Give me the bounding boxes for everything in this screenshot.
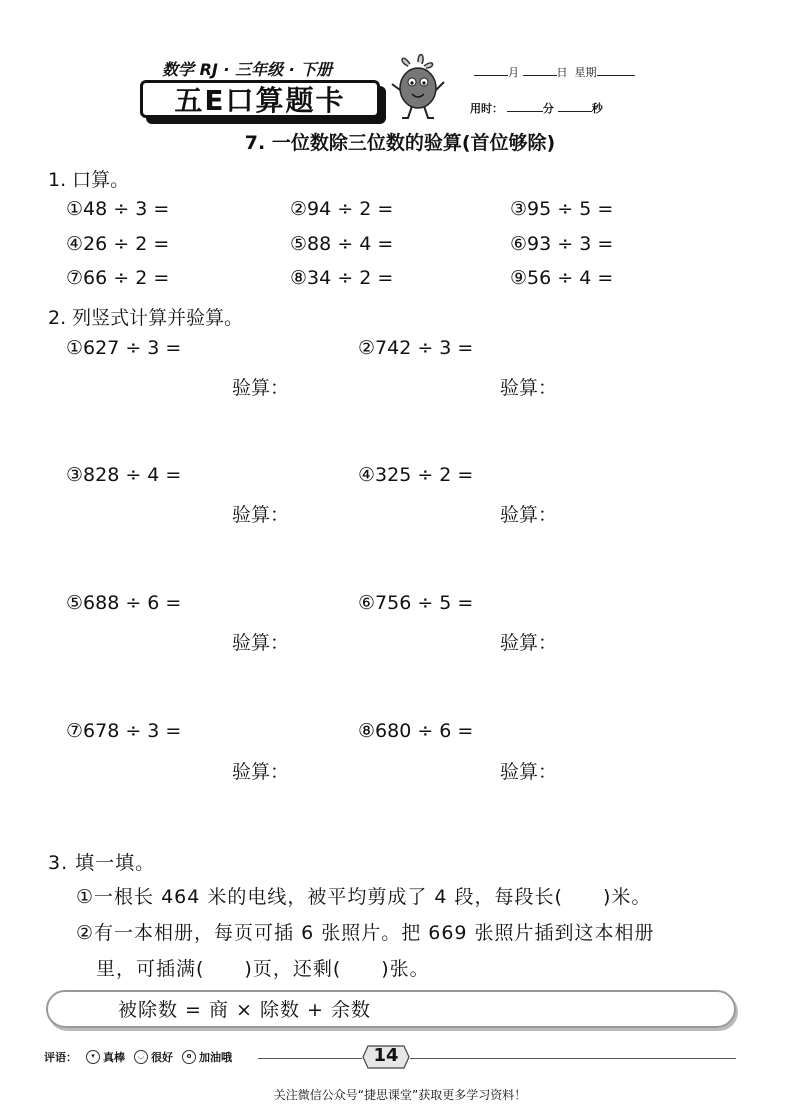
oral-item: ⑧34 ÷ 2 = bbox=[290, 267, 394, 289]
section1-heading: 1. 口算。 bbox=[48, 169, 130, 191]
second-label: 秒 bbox=[591, 102, 603, 115]
verify-label: 验算： bbox=[232, 632, 290, 654]
oral-item: ⑤88 ÷ 4 = bbox=[290, 233, 394, 255]
mascot-icon bbox=[388, 50, 448, 122]
verify-label: 验算： bbox=[500, 632, 558, 654]
verify-label: 验算： bbox=[500, 504, 558, 526]
oral-item: ①48 ÷ 3 = bbox=[66, 198, 170, 220]
footer-divider bbox=[258, 1058, 362, 1059]
formula-text: 被除数 = 商 × 除数 + 余数 bbox=[118, 999, 371, 1021]
fill-question-1: ①一根长 464 米的电线，被平均剪成了 4 段，每段长( )米。 bbox=[76, 886, 652, 908]
minute-label: 分 bbox=[542, 102, 554, 115]
oral-item: ⑨56 ÷ 4 = bbox=[510, 267, 614, 289]
oral-item: ②94 ÷ 2 = bbox=[290, 198, 394, 220]
division-item: ⑦678 ÷ 3 = bbox=[66, 720, 182, 742]
day-label: 日 bbox=[556, 66, 568, 79]
oral-item: ③95 ÷ 5 = bbox=[510, 198, 614, 220]
page-number: 14 bbox=[373, 1045, 399, 1066]
division-item: ③828 ÷ 4 = bbox=[66, 464, 182, 486]
book-banner: 五E口算题卡 bbox=[140, 80, 380, 118]
division-item: ④325 ÷ 2 = bbox=[358, 464, 474, 486]
rating-option: 真棒 bbox=[103, 1051, 125, 1064]
time-line bbox=[470, 100, 603, 116]
subject-label: 数学 RJ · 三年级 · 下册 bbox=[162, 60, 333, 79]
division-item: ①627 ÷ 3 = bbox=[66, 337, 182, 359]
rating-row bbox=[44, 1049, 232, 1065]
section2-heading: 2. 列竖式计算并验算。 bbox=[48, 307, 244, 329]
weekday-label: 星期 bbox=[574, 66, 597, 79]
verify-label: 验算： bbox=[232, 761, 290, 783]
oral-item: ⑥93 ÷ 3 = bbox=[510, 233, 614, 255]
date-line bbox=[474, 64, 635, 80]
division-item: ⑧680 ÷ 6 = bbox=[358, 720, 474, 742]
time-label: 用时： bbox=[470, 102, 503, 115]
verify-label: 验算： bbox=[500, 761, 558, 783]
cheer-face-icon: o bbox=[182, 1050, 196, 1064]
page-title: 7. 一位数除三位数的验算(首位够除) bbox=[244, 132, 556, 154]
verify-label: 验算： bbox=[500, 377, 558, 399]
division-item: ⑤688 ÷ 6 = bbox=[66, 592, 182, 614]
rating-option: 加油哦 bbox=[199, 1051, 232, 1064]
month-label: 月 bbox=[508, 66, 519, 79]
fill-question-2-line1: ②有一本相册，每页可插 6 张照片。把 669 张照片插到这本相册 bbox=[76, 922, 655, 944]
section3-heading: 3. 填一填。 bbox=[48, 852, 156, 874]
fill-question-2-line2: 里，可插满( )页，还剩( )张。 bbox=[96, 958, 430, 980]
rating-label: 评语： bbox=[44, 1051, 77, 1064]
verify-label: 验算： bbox=[232, 504, 290, 526]
division-item: ②742 ÷ 3 = bbox=[358, 337, 474, 359]
rating-option: 很好 bbox=[151, 1051, 173, 1064]
smile-face-icon: ◡ bbox=[134, 1050, 148, 1064]
grin-face-icon: ▾ bbox=[86, 1050, 100, 1064]
footer-notice: 关注微信公众号“捷思课堂”获取更多学习资料！ bbox=[273, 1088, 527, 1102]
footer-divider bbox=[410, 1058, 736, 1059]
verify-label: 验算： bbox=[232, 377, 290, 399]
oral-item: ④26 ÷ 2 = bbox=[66, 233, 170, 255]
division-item: ⑥756 ÷ 5 = bbox=[358, 592, 474, 614]
oral-item: ⑦66 ÷ 2 = bbox=[66, 267, 170, 289]
